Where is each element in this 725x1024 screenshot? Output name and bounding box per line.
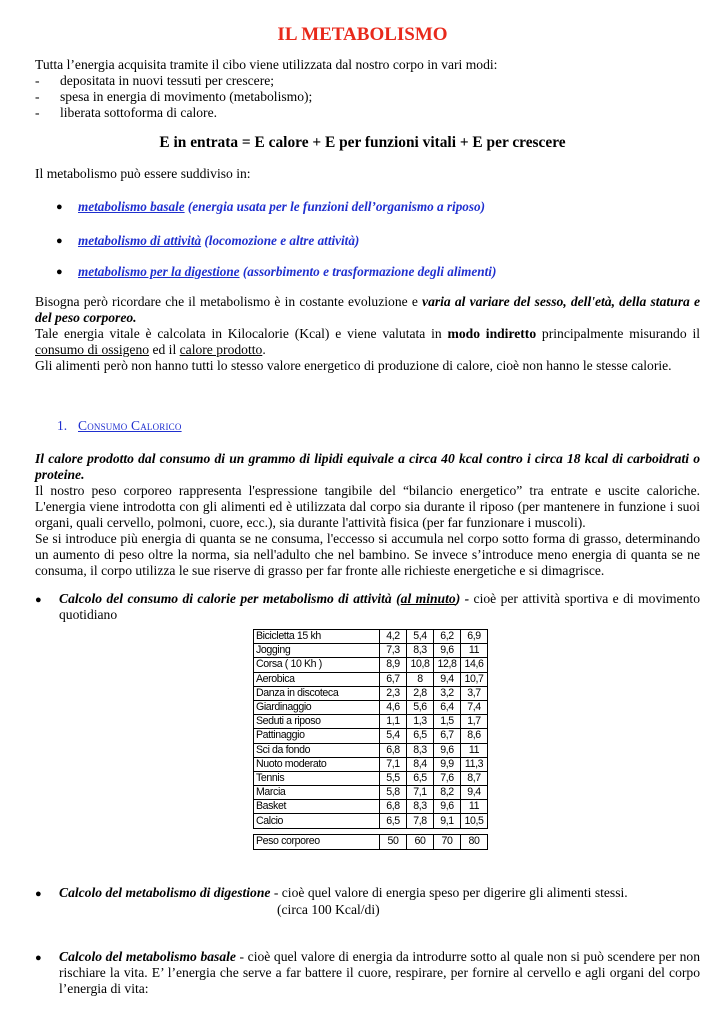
- subdivision-item-activity: [78, 233, 359, 249]
- value-cell: 1,5: [434, 715, 461, 729]
- emphasis-text: Calcolo del metabolismo basale: [59, 949, 236, 964]
- value-cell: 6,2: [434, 630, 461, 644]
- paragraph-caloric: [35, 451, 700, 579]
- emphasis-text: varia al variare del sesso, dell'età, della statura e del peso corporeo.: [35, 294, 700, 325]
- value-cell: 2,3: [380, 686, 407, 700]
- value-cell: 1,1: [380, 715, 407, 729]
- value-cell: 4,6: [380, 700, 407, 714]
- value-cell: 7,1: [380, 757, 407, 771]
- table-row: [254, 771, 488, 785]
- activity-cell: Danza in discoteca: [254, 686, 380, 700]
- value-cell: 6,7: [380, 672, 407, 686]
- value-cell: 8: [407, 672, 434, 686]
- activity-cell: Basket: [254, 800, 380, 814]
- value-cell: 4,2: [380, 630, 407, 644]
- emphasis-text: ) -: [455, 591, 470, 606]
- value-cell: 8,3: [407, 800, 434, 814]
- table-row: [254, 630, 488, 644]
- text: - cioè quel valore di energia da introdurre sotto al quale non si può scendere per non rischiare la vita. E’ l’energia che serve a far battere il cuore, respirare, per fornire al cervello e agli organi del corpo l’energia di vita:: [59, 949, 700, 996]
- list-dash: -: [35, 73, 40, 88]
- table-row: [254, 800, 488, 814]
- value-cell: 6,8: [380, 743, 407, 757]
- table-row: [254, 729, 488, 743]
- value-cell: 10,7: [461, 672, 488, 686]
- list-dash: -: [35, 89, 40, 104]
- value-cell: 6,5: [407, 729, 434, 743]
- activity-cell: Pattinaggio: [254, 729, 380, 743]
- value-cell: 9,6: [434, 743, 461, 757]
- subdivision-item-basal: [78, 199, 485, 215]
- value-cell: 5,4: [407, 630, 434, 644]
- value-cell: 7,3: [380, 644, 407, 658]
- activity-cell: Giardinaggio: [254, 700, 380, 714]
- value-cell: 6,4: [434, 700, 461, 714]
- value-cell: 5,6: [407, 700, 434, 714]
- activity-cell: Seduti a riposo: [254, 715, 380, 729]
- activity-cell: Sci da fondo: [254, 743, 380, 757]
- value-cell: 8,6: [461, 729, 488, 743]
- value-cell: 8,9: [380, 658, 407, 672]
- text: ed il: [149, 342, 180, 357]
- text: Bisogna però ricordare che il metabolismo è in costante evoluzione e: [35, 294, 423, 309]
- paragraph-metabolism: [35, 294, 700, 374]
- table-row: [254, 644, 488, 658]
- value-cell: 6,7: [434, 729, 461, 743]
- value-cell: 14,6: [461, 658, 488, 672]
- bullet-icon: ●: [56, 201, 63, 213]
- text: .: [262, 342, 266, 357]
- value-cell: 11: [461, 644, 488, 658]
- activity-cell: Nuoto moderato: [254, 757, 380, 771]
- subdivision-lead: Il metabolismo può essere suddiviso in:: [35, 166, 251, 181]
- bullet-icon: ●: [56, 266, 63, 278]
- value-cell: 9,6: [434, 644, 461, 658]
- term-desc: (assorbimento e trasformazione degli alimenti): [239, 264, 497, 279]
- bullet-icon: ●: [35, 952, 42, 964]
- activity-cell: Aerobica: [254, 672, 380, 686]
- value-cell: 10,8: [407, 658, 434, 672]
- bullet-icon: ●: [56, 235, 63, 247]
- table-row: [254, 715, 488, 729]
- value-cell: 6,5: [380, 814, 407, 828]
- value-cell: 11: [461, 743, 488, 757]
- term-link[interactable]: metabolismo per la digestione: [78, 264, 240, 279]
- value-cell: 1,7: [461, 715, 488, 729]
- term-link[interactable]: metabolismo basale: [78, 199, 185, 214]
- table-row: [254, 743, 488, 757]
- value-cell: 5,5: [380, 771, 407, 785]
- list-item: liberata sottoforma di calore.: [60, 105, 218, 120]
- value-cell: 9,9: [434, 757, 461, 771]
- value-cell: 11: [461, 800, 488, 814]
- subdivision-item-digestion: [78, 264, 496, 280]
- value-cell: 1,3: [407, 715, 434, 729]
- text: cioè per attività sportiva e di movimento quotidiano: [59, 591, 700, 622]
- value-cell: 9,1: [434, 814, 461, 828]
- calorie-table-grid: [253, 629, 488, 850]
- list-item: depositata in nuovi tessuti per crescere;: [60, 73, 275, 88]
- page-title: IL METABOLISMO: [277, 24, 448, 45]
- underlined-text: consumo di ossigeno: [35, 342, 150, 357]
- value-cell: 8,4: [407, 757, 434, 771]
- energy-formula: E in entrata = E calore + E per funzioni vitali + E per crescere: [159, 134, 566, 151]
- bullet-digestion: [59, 885, 628, 901]
- bullet-basal: [59, 949, 700, 997]
- activity-cell: Tennis: [254, 771, 380, 785]
- activity-cell: Jogging: [254, 644, 380, 658]
- value-cell: 8,2: [434, 786, 461, 800]
- text: - cioè quel valore di energia speso per digerire gli alimenti stessi.: [270, 885, 628, 900]
- value-cell: 7,6: [434, 771, 461, 785]
- value-cell: 7,1: [407, 786, 434, 800]
- value-cell: 3,2: [434, 686, 461, 700]
- text: Tale energia vitale è calcolata in Kilocalorie (Kcal) e viene valutata in: [35, 326, 448, 341]
- value-cell: 9,6: [434, 800, 461, 814]
- value-cell: 8,3: [407, 743, 434, 757]
- underlined-text: al minuto: [400, 591, 456, 606]
- table-row: [254, 672, 488, 686]
- table-row: [254, 658, 488, 672]
- bullet-icon: ●: [35, 888, 42, 900]
- value-cell: 6,8: [380, 800, 407, 814]
- bold-text: modo indiretto: [447, 326, 537, 341]
- value-cell: 5,4: [380, 729, 407, 743]
- activity-cell: Corsa ( 10 Kh ): [254, 658, 380, 672]
- value-cell: 6,5: [407, 771, 434, 785]
- activity-cell: Calcio: [254, 814, 380, 828]
- value-cell: 10,5: [461, 814, 488, 828]
- emphasis-text: Il calore prodotto dal consumo di un grammo di lipidi equivale a circa 40 kcal contro i circa 18 kcal di carboidrati o proteine.: [35, 451, 700, 482]
- table-row: [254, 814, 488, 828]
- calorie-table: [253, 629, 488, 850]
- activity-cell: Marcia: [254, 786, 380, 800]
- section-title: Consumo Calorico: [78, 418, 182, 433]
- value-cell: 12,8: [434, 658, 461, 672]
- value-cell: 2,8: [407, 686, 434, 700]
- footer-label-cell: Peso corporeo: [254, 834, 380, 849]
- text: principalmente misurando il: [536, 326, 700, 341]
- value-cell: 5,8: [380, 786, 407, 800]
- section-heading: [57, 418, 182, 434]
- term-link[interactable]: metabolismo di attività: [78, 233, 202, 248]
- text: Gli alimenti però non hanno tutti lo stesso valore energetico di produzione di calore, cioè non hanno le stesse calorie.: [35, 358, 672, 373]
- value-cell: 8,3: [407, 644, 434, 658]
- value-cell: 7,4: [461, 700, 488, 714]
- emphasis-text: Calcolo del consumo di calorie per metabolismo di attività (: [59, 591, 401, 606]
- value-cell: 11,3: [461, 757, 488, 771]
- value-cell: 9,4: [461, 786, 488, 800]
- bullet-activity: [59, 591, 700, 623]
- underlined-text: calore prodotto: [179, 342, 263, 357]
- activity-cell: Bicicletta 15 kh: [254, 630, 380, 644]
- emphasis-text: Calcolo del metabolismo di digestione: [59, 885, 271, 900]
- table-row: [254, 686, 488, 700]
- weight-cell: 60: [407, 834, 434, 849]
- table-row: [254, 786, 488, 800]
- weight-cell: 80: [461, 834, 488, 849]
- value-cell: 3,7: [461, 686, 488, 700]
- digestion-value: (circa 100 Kcal/di): [277, 902, 380, 917]
- bullet-icon: ●: [35, 594, 42, 606]
- value-cell: 7,8: [407, 814, 434, 828]
- value-cell: 6,9: [461, 630, 488, 644]
- table-row: [254, 700, 488, 714]
- list-dash: -: [35, 105, 40, 120]
- text: Il nostro peso corporeo rappresenta l'espressione tangibile del “bilancio energetico” tra entrate e uscite caloriche. L'energia viene introdotta con gli alimenti ed è utilizzata dal corpo sia durante il riposo (per mantenere in funzione i suoi organi, quali cervello, polmoni, cuore, ecc.), sia durante l'attività fisica (per far funzionare i muscoli).: [35, 483, 700, 530]
- term-desc: (energia usata per le funzioni dell’organismo a riposo): [184, 199, 486, 214]
- value-cell: 9,4: [434, 672, 461, 686]
- weight-cell: 70: [434, 834, 461, 849]
- text: Se si introduce più energia di quanta se ne consuma, l'eccesso si accumula nel corpo sotto forma di grasso, determinando un aumento di peso oltre la norma, sia nell'adulto che nel bambino. Se invece s’introduce meno energia di quanta se ne consuma, il corpo utilizza le sue riserve di grasso per far fronte alle richieste energetiche e si dimagrisce.: [35, 531, 700, 578]
- section-number: 1.: [57, 418, 68, 433]
- value-cell: 8,7: [461, 771, 488, 785]
- table-footer-row: [254, 834, 488, 849]
- table-row: [254, 757, 488, 771]
- intro-text: Tutta l’energia acquisita tramite il cibo viene utilizzata dal nostro corpo in vari modi:: [35, 57, 498, 72]
- term-desc: (locomozione e altre attività): [201, 233, 360, 248]
- list-item: spesa in energia di movimento (metabolismo);: [60, 89, 313, 104]
- weight-cell: 50: [380, 834, 407, 849]
